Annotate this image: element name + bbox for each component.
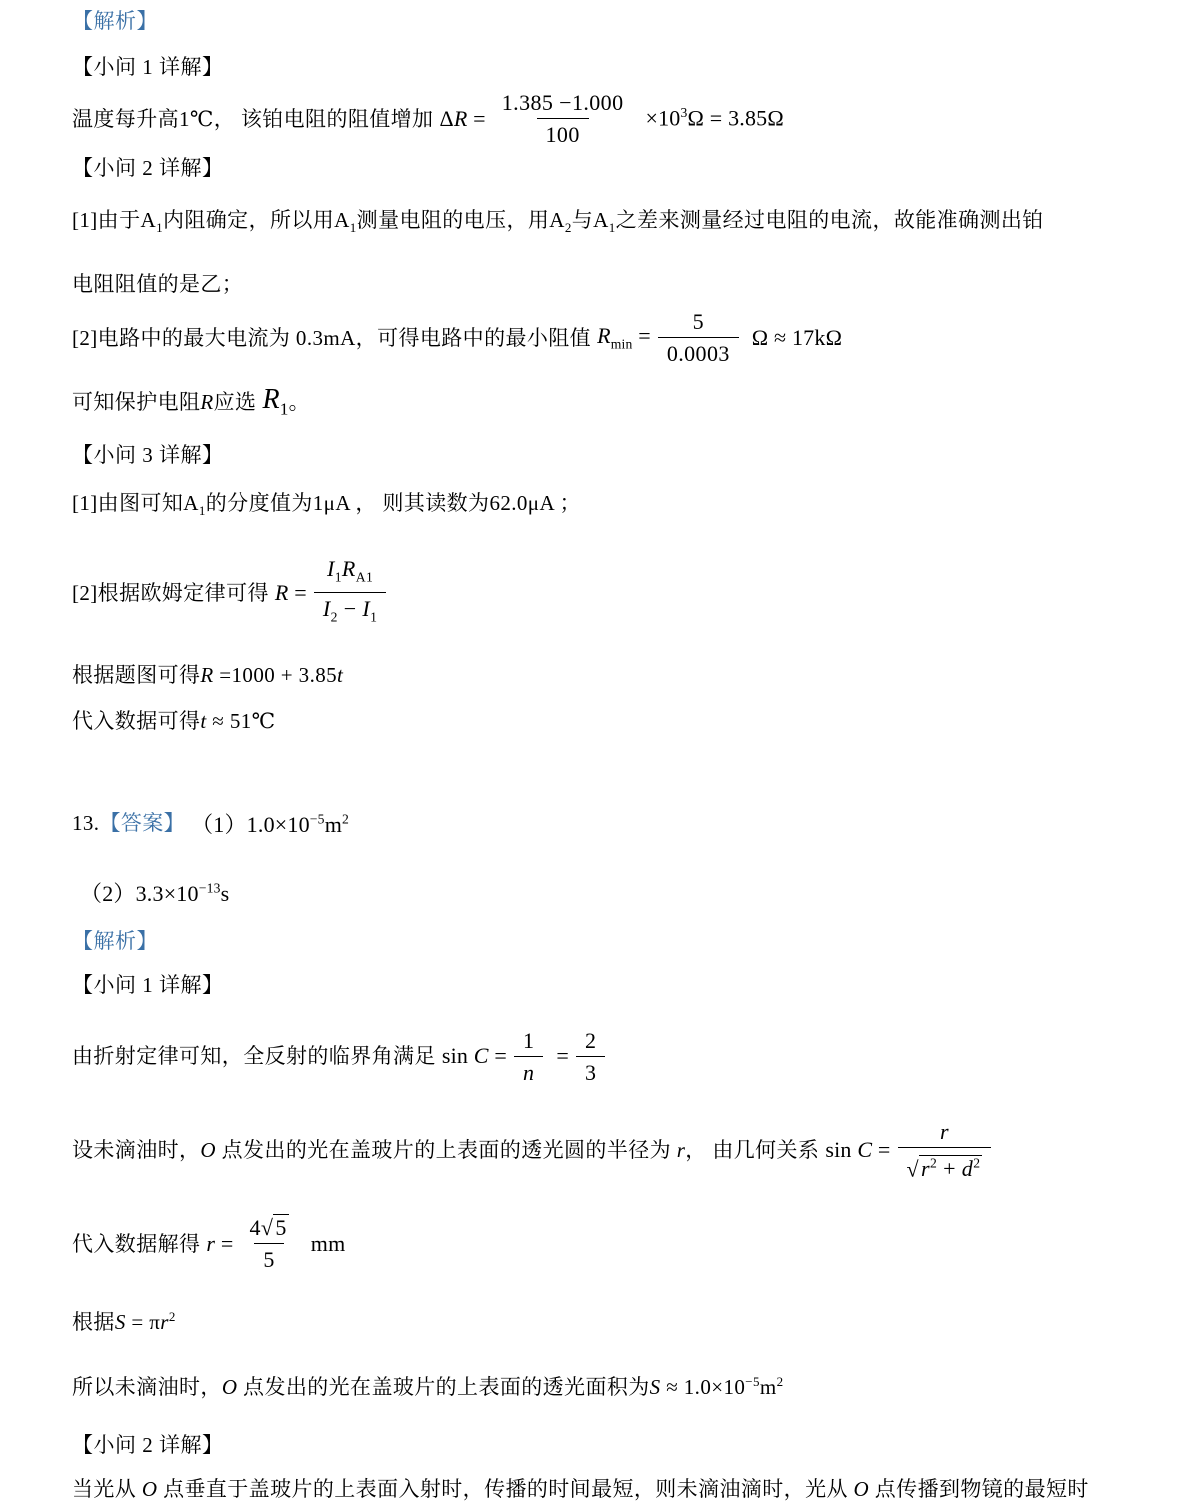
fraction-denominator: n xyxy=(514,1056,543,1087)
q12-part1-formula-line xyxy=(72,88,1130,149)
fraction xyxy=(240,1213,297,1274)
q13-answer-line-1 xyxy=(72,808,1130,839)
q12-part2-heading: 【小问 2 详解】 xyxy=(72,156,224,180)
math-run: $R_{min}$ = xyxy=(597,322,651,352)
fraction-denominator: 5 xyxy=(254,1243,283,1274)
text-run: [2]根据欧姆定律可得 xyxy=(72,580,269,605)
question-number: 13. xyxy=(72,811,100,836)
math-run: sin C = xyxy=(825,1136,891,1162)
q12-analysis-tag xyxy=(72,6,1130,36)
q13-part1-formula-line-3 xyxy=(72,1213,1130,1274)
math-run: sin C = xyxy=(441,1043,507,1069)
fraction-denominator: 3 xyxy=(576,1056,605,1087)
q13-part1-formula-line-2 xyxy=(72,1117,1130,1183)
q13-analysis-tag xyxy=(72,926,1130,956)
math-run: = xyxy=(556,1043,569,1069)
q13-part1-heading: 【小问 1 详解】 xyxy=(72,972,224,997)
fraction-numerator: 4√5 xyxy=(249,1215,287,1241)
fraction xyxy=(314,554,387,632)
q12-part3-formula-line xyxy=(72,554,1130,632)
q12-part3-paragraph-2: 根据题图可得R =1000 + 3.85t xyxy=(72,662,344,687)
math-run: Ω ≈ 17kΩ xyxy=(751,324,843,350)
math-run: R = xyxy=(274,579,307,605)
fraction xyxy=(658,307,739,368)
math-run: mm xyxy=(310,1230,346,1256)
analysis-label: 【解析】 xyxy=(72,9,158,33)
fraction-denominator: 100 xyxy=(537,118,589,149)
text-run: 。 xyxy=(288,389,311,414)
fraction-numerator: 1 xyxy=(522,1027,535,1053)
math-run: ΔR = xyxy=(439,105,486,131)
text-run: 设未滴油时，O 点发出的光在盖玻片的上表面的透光圆的半径为 r， 由几何关系 xyxy=(72,1137,820,1162)
q13-part1-formula-line-1 xyxy=(72,1026,1130,1087)
fraction-denominator: 0.0003 xyxy=(658,337,739,368)
fraction-numerator: 1.385 −1.000 xyxy=(501,90,624,115)
text-run: [2]电路中的最大电流为 0.3mA，可得电路中的最小阻值 xyxy=(72,325,592,350)
fraction xyxy=(493,88,633,149)
q12-part2-conclusion-line xyxy=(72,384,1130,420)
fraction-numerator: 5 xyxy=(692,309,704,335)
q12-part2-paragraph-2: 电阻阻值的是乙； xyxy=(72,272,244,297)
fraction-numerator: r xyxy=(939,1118,949,1144)
q12-part3-paragraph-1: [1]由图可知$A_1$的分度值为1μA ， 则其读数为62.0μA ； xyxy=(72,490,581,518)
q13-part1-paragraph-5: 所以未滴油时，O 点发出的光在盖玻片的上表面的透光面积为$S \approx 1.0\times 10^{-5}m^2$ xyxy=(72,1374,784,1400)
fraction-numerator: $I_1R_{A1}$ xyxy=(326,555,374,585)
fraction xyxy=(898,1117,992,1183)
answer-value: $(1)1.0\times 10^{-5}m^2$ xyxy=(191,811,350,837)
text-run: 温度每升高1℃， 该铂电阻的阻值增加 xyxy=(72,106,434,131)
answer-label: 【答案】 xyxy=(99,811,186,836)
text-run: 由折射定律可知，全反射的临界角满足 xyxy=(72,1044,436,1069)
q13-answer-line-2 xyxy=(80,877,1130,908)
fraction-denominator: $√r^2 + d^2$ xyxy=(898,1147,992,1183)
fraction-numerator: 2 xyxy=(585,1027,597,1053)
analysis-label: 【解析】 xyxy=(72,928,158,953)
q12-part2-paragraph-1: [1]由于$A_1$内阻确定，所以用$A_1$测量电阻的电压，用$A_2$与$A_1$之差来测量经过电阻的电流，故能准确测出铂 xyxy=(72,208,1044,236)
fraction xyxy=(514,1026,543,1087)
text-run: 可知保护电阻R应选 xyxy=(72,389,257,414)
q12-part3-heading: 【小问 3 详解】 xyxy=(72,442,224,467)
q12-part3-paragraph-3: 代入数据可得t ≈ 51℃ xyxy=(72,708,276,733)
math-run-large: $R_1$ xyxy=(262,384,289,419)
fraction xyxy=(576,1026,605,1087)
text-run: 代入数据解得 xyxy=(72,1231,201,1256)
math-run: r = xyxy=(206,1230,234,1256)
math-run: $\times 10^3\Omega = 3.85\Omega$ xyxy=(645,105,784,131)
q12-part1-heading: 【小问 1 详解】 xyxy=(72,55,224,79)
q13-part2-heading: 【小问 2 详解】 xyxy=(72,1433,224,1458)
fraction-denominator: $I_2 - I_1$ xyxy=(314,592,387,631)
q13-part2-paragraph-1: 当光从 O 点垂直于盖玻片的上表面入射时，传播的时间最短，则未滴油滴时，光从 O 点传播到物镜的最短时 xyxy=(72,1477,1089,1502)
q13-part1-paragraph-4: 根据$S = \pi r^2$ xyxy=(72,1309,176,1335)
answer-value: $(2)3.3\times 10^{-13}s$ xyxy=(80,880,230,906)
q12-part2-formula-line xyxy=(72,307,1130,368)
